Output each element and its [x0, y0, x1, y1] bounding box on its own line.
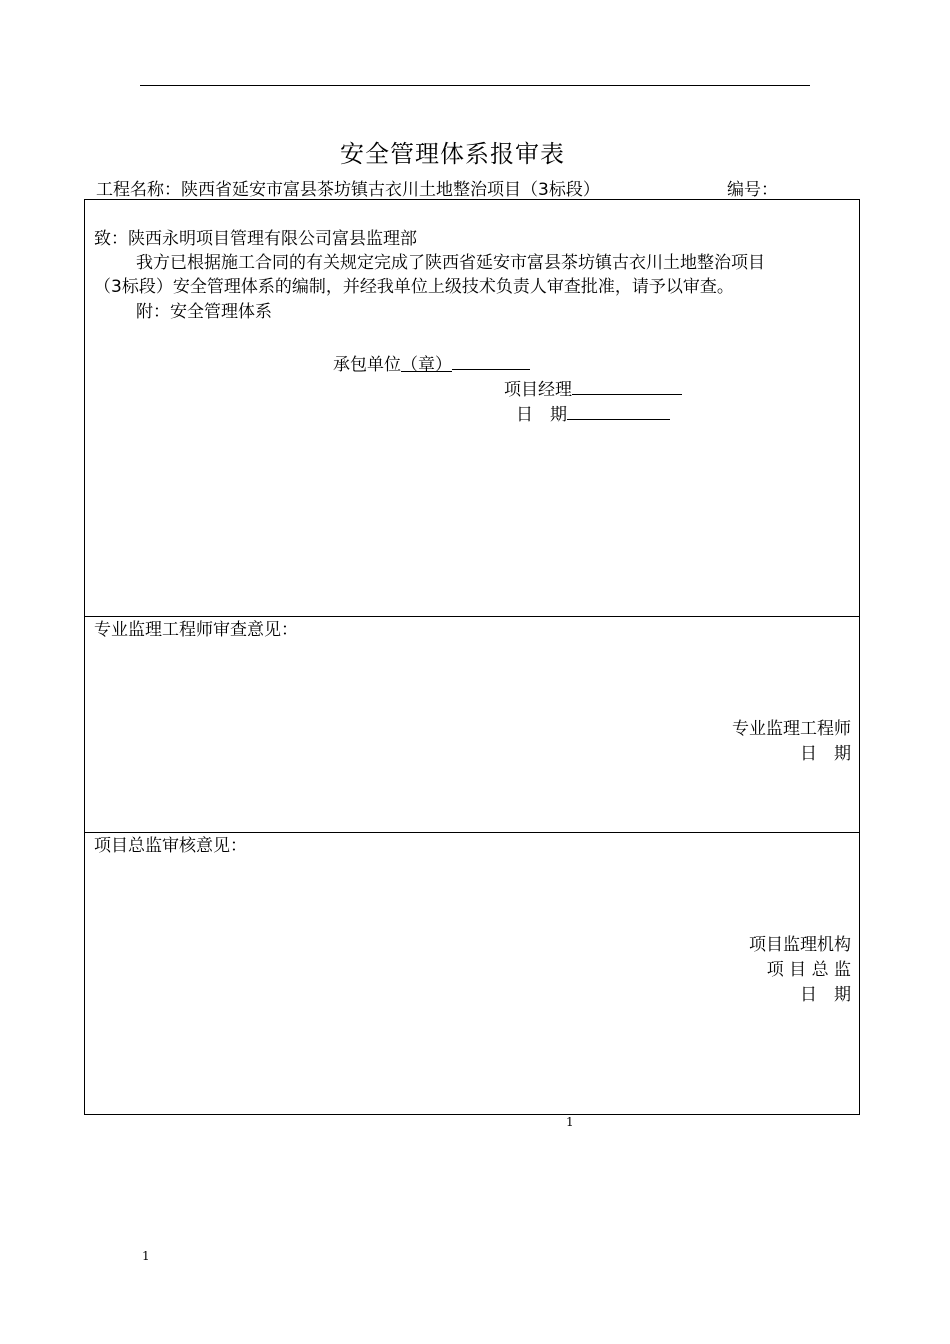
chief-review-heading: 项目总监审核意见： — [94, 836, 247, 856]
header-rule — [140, 85, 810, 86]
body-line-2: （3标段）安全管理体系的编制，并经我单位上级技术负责人审查批准，请予以审查。 — [94, 277, 734, 297]
engineer-review-heading: 专业监理工程师审查意见： — [94, 620, 298, 640]
approval-form-table — [84, 199, 860, 1115]
page-number: 1 — [566, 1115, 574, 1129]
row-divider — [85, 616, 859, 617]
date-blank — [567, 401, 670, 420]
contractor-label: 承包单位 — [333, 355, 401, 375]
date-label: 日 期 — [516, 405, 567, 425]
manager-signature-line — [504, 376, 682, 401]
engineer-signer: 专业监理工程师 — [732, 719, 851, 739]
number-label: 编号： — [727, 180, 778, 200]
attachment-note: 附：安全管理体系 — [136, 302, 272, 322]
contractor-blank — [452, 351, 530, 370]
engineer-date: 日 期 — [800, 744, 851, 764]
row-divider — [85, 832, 859, 833]
body-line-1: 我方已根据施工合同的有关规定完成了陕西省延安市富县茶坊镇古衣川土地整治项目 — [136, 253, 765, 273]
addressee: 致：陕西永明项目管理有限公司富县监理部 — [94, 229, 417, 249]
manager-label: 项目经理 — [504, 380, 572, 400]
contractor-signature-line — [333, 351, 530, 376]
page-number-bottom: 1 — [142, 1249, 150, 1263]
chief-supervisor: 项 目 总 监 — [766, 960, 851, 980]
project-name: 工程名称：陕西省延安市富县茶坊镇古衣川土地整治项目（3标段） — [96, 180, 600, 200]
supervision-org: 项目监理机构 — [749, 935, 851, 955]
chief-date: 日 期 — [800, 985, 851, 1005]
date-signature-line — [516, 401, 670, 426]
document-title: 安全管理体系报审表 — [340, 140, 565, 168]
seal-label: （章） — [401, 355, 452, 375]
manager-blank — [572, 376, 682, 395]
